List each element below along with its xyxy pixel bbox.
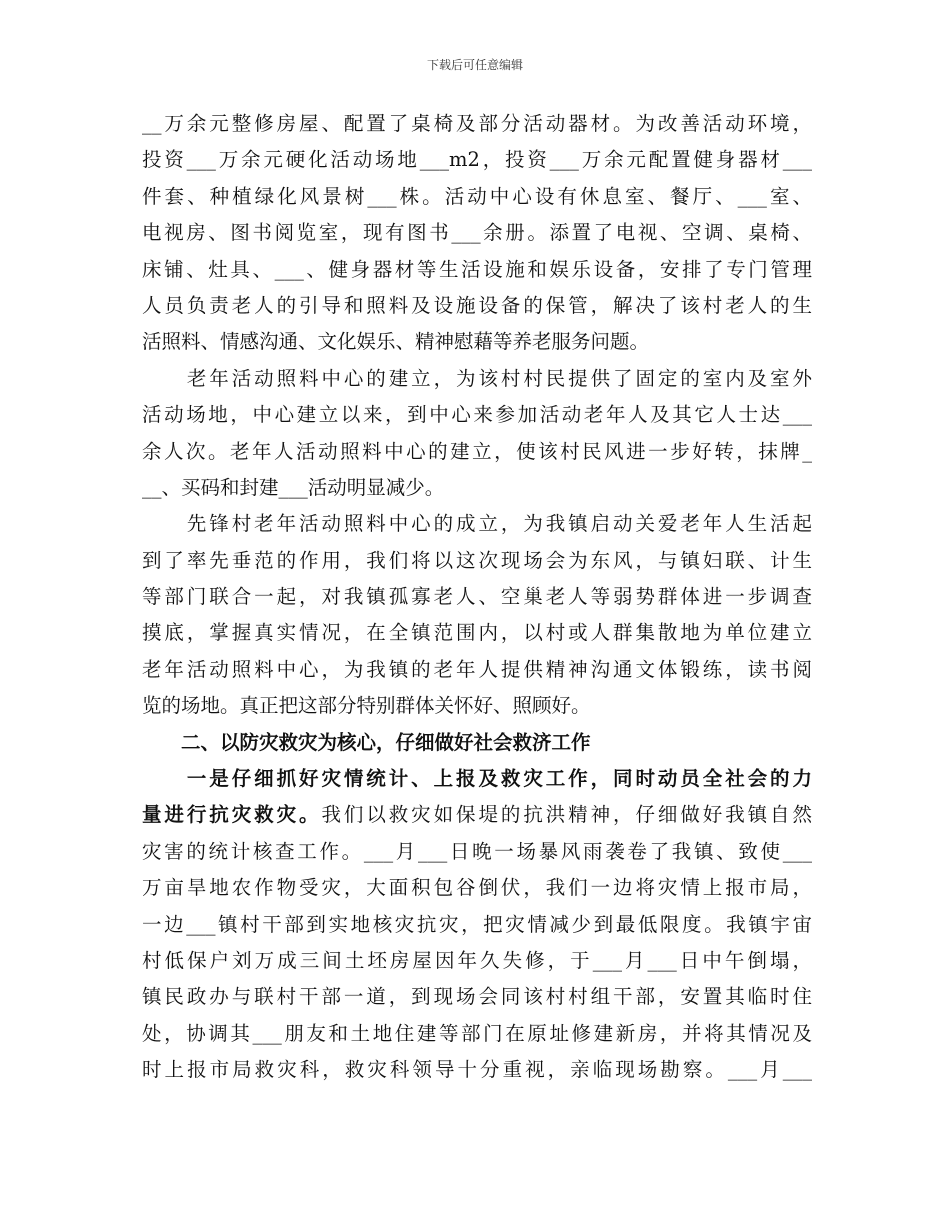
text-line: 电视房、图书阅览室，现有图书___余册。添置了电视、空调、桌椅、 [142, 221, 812, 245]
text-line: 投资___万余元硬化活动场地___m2，投资___万余元配置健身器材___ [142, 148, 812, 172]
text-line: 余人次。老年人活动照料中心的建立，使该村民风进一步好转，抹牌_ [142, 439, 812, 463]
text-line: 一边___镇村干部到实地核灾抗灾，把灾情减少到最低限度。我镇宇宙 [142, 912, 812, 936]
text-span: 我们以救灾如保堤的抗洪精神，仔细做好我镇自然 [321, 803, 812, 827]
section-heading: 二、以防灾救灾为核心，仔细做好社会救济工作 [142, 730, 591, 754]
text-line: 处，协调其___朋友和土地住建等部门在原址修建新房，并将其情况及 [142, 1021, 812, 1045]
text-line: 时上报市局救灾科，救灾科领导十分重视，亲临现场勘察。___月___ [142, 1058, 812, 1082]
text-line: 件套、种植绿化风景树___株。活动中心设有休息室、餐厅、___室、 [142, 184, 812, 208]
text-line: __、买码和封建___活动明显减少。 [142, 475, 445, 499]
text-line: 等部门联合一起，对我镇孤寡老人、空巢老人等弱势群体进一步调查 [142, 585, 812, 609]
text-line: 镇民政办与联村干部一道，到现场会同该村村组干部，安置其临时住 [142, 985, 812, 1009]
document-body [142, 106, 812, 1089]
text-line: 床铺、灶具、___、健身器材等生活设施和娱乐设备，安排了专门管理 [142, 257, 812, 281]
bold-lead-tail: 量进行抗灾救灾。 [142, 803, 322, 827]
text-line: 灾害的统计核查工作。___月___日晚一场暴风雨袭卷了我镇、致使___ [142, 839, 812, 863]
text-line: 村低保户刘万成三间土坯房屋因年久失修，于___月___日中午倒塌， [142, 948, 812, 972]
text-line: 老年活动照料中心的建立，为该村村民提供了固定的室内及室外 [142, 366, 812, 390]
text-line: __万余元整修房屋、配置了桌椅及部分活动器材。为改善活动环境， [142, 112, 812, 135]
text-line: 览的场地。真正把这部分特别群体关怀好、照顾好。 [142, 694, 591, 718]
text-line-mixed [142, 797, 812, 833]
bold-lead-line: 一是仔细抓好灾情统计、上报及救灾工作，同时动员全社会的力 [142, 767, 812, 791]
text-line: 摸底，掌握真实情况，在全镇范围内，以村或人群集散地为单位建立 [142, 621, 812, 645]
text-line: 活照料、情感沟通、文化娱乐、精神慰藉等养老服务问题。 [142, 330, 650, 354]
text-line: 到了率先垂范的作用，我们将以这次现场会为东风，与镇妇联、计生 [142, 548, 812, 572]
text-line: 老年活动照料中心，为我镇的老年人提供精神沟通文体锻练，读书阅 [142, 657, 812, 681]
text-line: 先锋村老年活动照料中心的成立，为我镇启动关爱老年人生活起 [142, 512, 812, 536]
page-header: 下载后可任意编辑 [426, 58, 523, 72]
text-line: 活动场地，中心建立以来，到中心来参加活动老年人及其它人士达___ [142, 403, 812, 427]
text-line: 万亩旱地农作物受灾，大面积包谷倒伏，我们一边将灾情上报市局， [142, 876, 812, 900]
text-line: 人员负责老人的引导和照料及设施设备的保管，解决了该村老人的生 [142, 293, 812, 317]
